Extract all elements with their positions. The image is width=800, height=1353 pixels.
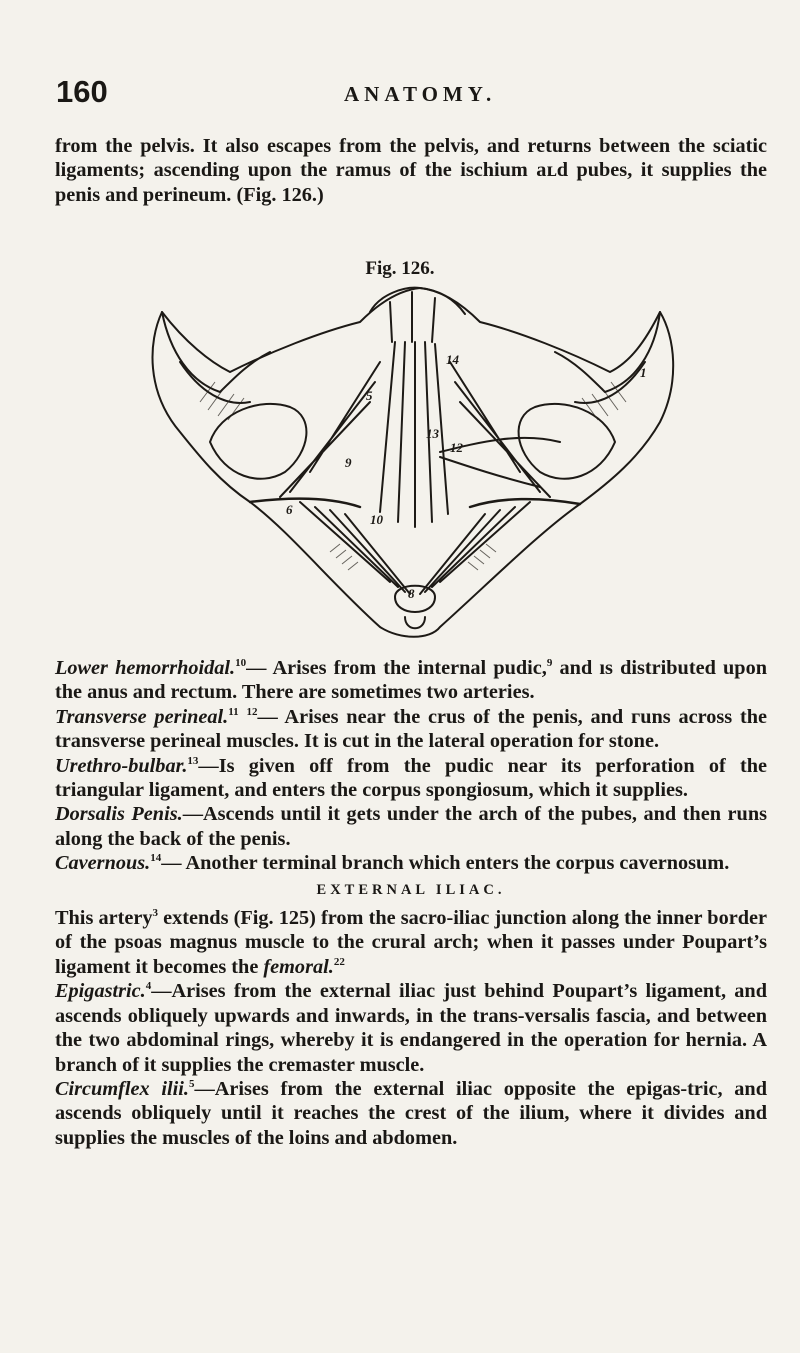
term-urethro-bulbar: Urethro-bulbar. bbox=[55, 754, 188, 777]
bulb bbox=[395, 586, 435, 612]
entry-text: —Is given off from the pudic near its perforation of the triangular ligament, and enters the corpus spongiosum, which it supplies. bbox=[55, 754, 767, 802]
figure-label-6: 6 bbox=[286, 502, 293, 517]
term-transverse-perineal: Transverse perineal. bbox=[55, 705, 229, 728]
right-obturator bbox=[519, 404, 615, 479]
ref-5: 5 bbox=[188, 1077, 195, 1090]
entry-epigastric bbox=[55, 979, 767, 1077]
ref-4: 4 bbox=[145, 980, 152, 993]
intro-paragraph bbox=[55, 134, 767, 207]
pudic-branches bbox=[55, 656, 767, 1150]
ref-14: 14 bbox=[150, 852, 162, 865]
term-lower-hemorrhoidal: Lower hemorrhoidal. bbox=[55, 657, 236, 679]
figure-label-9: 9 bbox=[345, 455, 352, 470]
figure-caption: Fig. 126. bbox=[365, 258, 435, 279]
pelvis-figure bbox=[140, 282, 686, 644]
page-header bbox=[56, 74, 756, 114]
left-ilium bbox=[162, 312, 270, 392]
entry-circumflex-ilii bbox=[55, 1077, 767, 1150]
left-obturator bbox=[210, 404, 306, 479]
entry-text: and ıs distributed upon the anus and rectum. There are sometimes two arteries. bbox=[55, 657, 768, 704]
ref-9: 9 bbox=[546, 657, 553, 669]
entry-text: This artery bbox=[55, 907, 153, 930]
entry-cavernous bbox=[55, 851, 767, 875]
entry-text: extends (Fig. 125) from the sacro-iliac junction along the inner border of the psoas magnus muscle to the crural arch; when it passes under Poupart’s ligament it becomes the bbox=[55, 907, 767, 978]
intro-text: from the pelvis. It also escapes from the pelvis, and returns between the sciatic ligaments; ascending upon the ramus of the ischium aʟd pubes, it supplies the penis and perineum. (Fig. 126.) bbox=[55, 135, 767, 206]
entry-transverse-perineal bbox=[55, 705, 767, 754]
figure-label-13: 13 bbox=[426, 426, 439, 441]
term-epigastric: Epigastric. bbox=[55, 980, 146, 1003]
running-head: ANATOMY. bbox=[344, 82, 497, 106]
entry-text: —Arises from the external iliac opposite the epigas-tric, and ascends obliquely until it reaches the crest of the ilium, where it divides and supplies the muscles of the loins and abdomen. bbox=[55, 1077, 767, 1149]
ref-11: 11 bbox=[228, 705, 239, 718]
term-circumflex-ilii: Circumflex ilii. bbox=[55, 1077, 189, 1100]
page-number: 160 bbox=[56, 74, 108, 109]
term-dorsalis-penis: Dorsalis Penis. bbox=[55, 803, 183, 826]
ref-10: 10 bbox=[235, 657, 247, 669]
figure-label-5: 5 bbox=[366, 388, 373, 403]
entry-dorsalis-penis bbox=[55, 802, 767, 851]
term-cavernous: Cavernous. bbox=[55, 852, 151, 875]
ref-12: 12 bbox=[246, 705, 258, 718]
ref-13: 13 bbox=[187, 754, 199, 767]
ref-3: 3 bbox=[152, 907, 158, 920]
right-ilium bbox=[555, 312, 660, 392]
external-iliac-intro bbox=[55, 906, 767, 979]
term-femoral: femoral. bbox=[263, 955, 334, 978]
figure-label-14: 14 bbox=[446, 352, 459, 367]
section-heading-external-iliac: EXTERNAL ILIAC. bbox=[316, 881, 506, 898]
entry-urethro-bulbar bbox=[55, 754, 767, 803]
figure-label-10: 10 bbox=[370, 512, 383, 527]
entry-text: — Arises near the crus of the penis, and гuns across the transverse perineal muscles. It is cut in the lateral operation for stone. bbox=[55, 705, 767, 753]
figure-label-8: 8 bbox=[408, 586, 415, 601]
entry-lower-hemorrhoidal bbox=[55, 656, 767, 705]
entry-text: — Arises from the internal pudic, bbox=[246, 657, 547, 679]
ref-22: 22 bbox=[333, 955, 345, 968]
entry-text: —Ascends until it gets under the arch of the pubes, and then runs along the back of the penis. bbox=[55, 803, 767, 850]
entry-text: —Arises from the external iliac just behind Poupart’s ligament, and ascends obliquely upwards and inwards, in the trans-versalis fascia, and between the two abdominal rings, whereby it is endangered in the operation for hernia. A branch of it supplies the cremaster muscle. bbox=[55, 980, 767, 1076]
entry-text: — Another terminal branch which enters the corpus cavernosum. bbox=[161, 852, 730, 875]
figure-label-12: 12 bbox=[450, 440, 463, 455]
figure-label-1: 1 bbox=[640, 365, 647, 380]
